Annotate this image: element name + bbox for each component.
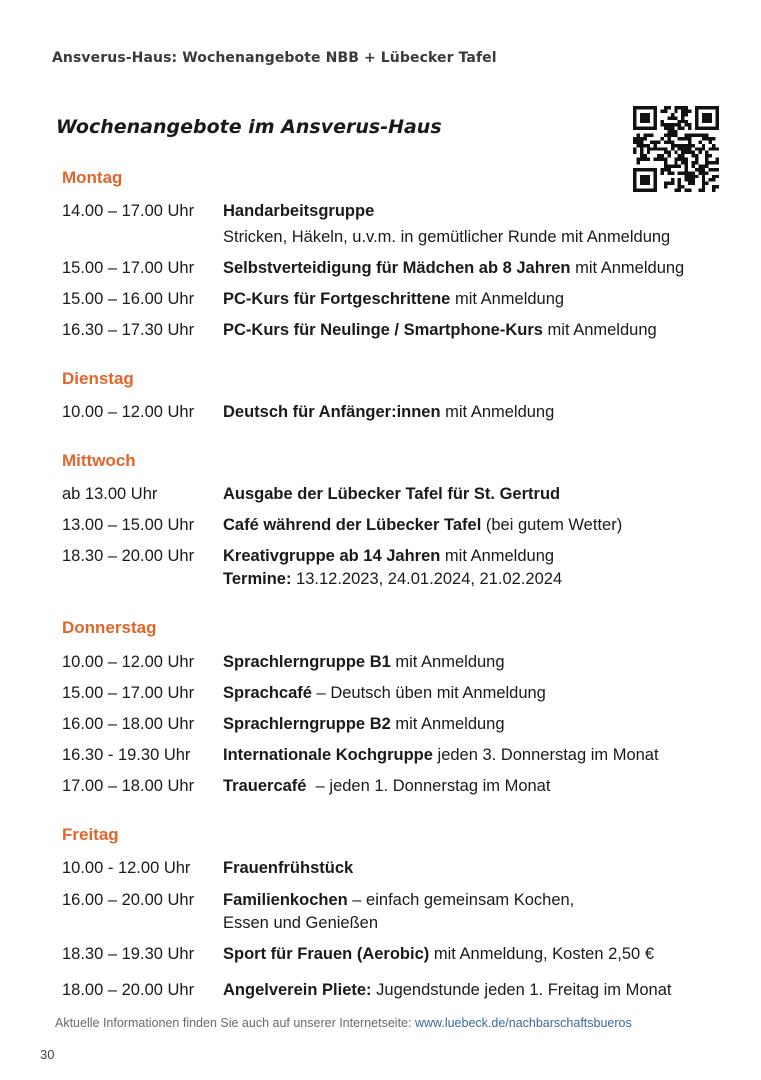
time: 16.00 – 20.00 Uhr	[62, 891, 195, 909]
activity-title: Sprachlerngruppe B2	[223, 715, 391, 733]
activity-title: Kreativgruppe ab 14 Jahren	[223, 547, 441, 565]
activity-detail: mit Anmeldung, Kosten 2,50 €	[429, 945, 654, 963]
activity-title: Handarbeitsgruppe	[223, 202, 375, 220]
time: 16.30 – 17.30 Uhr	[62, 321, 195, 339]
time: 14.00 – 17.00 Uhr	[62, 202, 195, 220]
activity-title: Café während der Lübecker Tafel	[223, 516, 482, 534]
activity	[223, 399, 554, 425]
page-title: Wochenangebote im Ansverus-Haus	[56, 116, 442, 138]
activity	[223, 481, 560, 507]
footer-text: Aktuelle Informationen finden Sie auch auf unserer Internetseite:	[55, 1016, 415, 1030]
time: 18.30 – 20.00 Uhr	[62, 547, 195, 565]
activity	[223, 941, 654, 967]
day-heading-mittwoch: Mittwoch	[62, 451, 136, 470]
website-link[interactable]: www.luebeck.de/nachbarschaftsbueros	[414, 1016, 632, 1030]
activity-title: PC-Kurs für Neulinge / Smartphone-Kurs	[223, 321, 543, 339]
termine-label: Termine:	[223, 570, 292, 588]
time: 10.00 - 12.00 Uhr	[62, 859, 191, 877]
termine-dates: 13.12.2023, 24.01.2024, 21.02.2024	[291, 570, 563, 588]
time: 15.00 – 16.00 Uhr	[62, 290, 195, 308]
activity-detail: mit Anmeldung	[570, 259, 685, 277]
activity	[223, 512, 622, 538]
activity	[223, 286, 564, 312]
activity	[223, 742, 659, 768]
activity	[223, 680, 546, 706]
time: 16.00 – 18.00 Uhr	[62, 715, 195, 733]
activity	[223, 977, 672, 1003]
day-heading-montag: Montag	[62, 168, 123, 187]
activity-title: Internationale Kochgruppe	[223, 746, 433, 764]
activity	[223, 773, 550, 799]
activity	[223, 317, 657, 343]
qr-code-icon	[633, 106, 719, 192]
activity	[223, 855, 353, 881]
activity-detail: Stricken, Häkeln, u.v.m. in gemütlicher Runde mit Anmeldung	[223, 228, 671, 246]
activity-detail: – Deutsch üben mit Anmeldung	[311, 684, 546, 702]
activity	[223, 649, 505, 675]
activity-detail: Jugendstunde jeden 1. Freitag im Monat	[371, 981, 672, 999]
time: ab 13.00 Uhr	[62, 485, 158, 503]
day-heading-freitag: Freitag	[62, 825, 119, 844]
activity-title: Deutsch für Anfänger:innen	[223, 403, 441, 421]
activity-detail: mit Anmeldung	[390, 653, 505, 671]
activity-title: Selbstverteidigung für Mädchen ab 8 Jahren	[223, 259, 571, 277]
time: 10.00 – 12.00 Uhr	[62, 403, 195, 421]
activity-title: Sprachlerngruppe B1	[223, 653, 391, 671]
activity-title: Ausgabe der Lübecker Tafel für St. Gertrud	[223, 485, 561, 503]
activity-title: Frauenfrühstück	[223, 859, 354, 877]
activity-title: PC-Kurs für Fortgeschrittene	[223, 290, 451, 308]
day-heading-dienstag: Dienstag	[62, 369, 134, 388]
activity-title: Familienkochen	[223, 891, 348, 909]
time: 18.00 – 20.00 Uhr	[62, 981, 195, 999]
activity-title: Angelverein Pliete:	[223, 981, 372, 999]
time: 18.30 – 19.30 Uhr	[62, 945, 195, 963]
page-header: Ansverus-Haus: Wochenangebote NBB + Lübecker Tafel	[52, 50, 497, 66]
activity-detail: – jeden 1. Donnerstag im Monat	[306, 777, 551, 795]
activity-title: Sprachcafé	[223, 684, 312, 702]
time: 16.30 - 19.30 Uhr	[62, 746, 191, 764]
activity-detail: Essen und Genießen	[223, 914, 379, 932]
activity	[223, 198, 374, 224]
page-number: 30	[40, 1047, 55, 1062]
activity-detail: mit Anmeldung	[542, 321, 657, 339]
activity-detail: mit Anmeldung	[450, 290, 565, 308]
activity-title: Sport für Frauen (Aerobic)	[223, 945, 430, 963]
activity	[223, 711, 505, 737]
time: 15.00 – 17.00 Uhr	[62, 259, 195, 277]
time: 10.00 – 12.00 Uhr	[62, 653, 195, 671]
activity-detail: mit Anmeldung	[440, 403, 555, 421]
activity-detail	[223, 566, 562, 592]
activity-detail: (bei gutem Wetter)	[481, 516, 623, 534]
footer-note	[55, 1016, 632, 1030]
time: 13.00 – 15.00 Uhr	[62, 516, 195, 534]
activity-detail: mit Anmeldung	[440, 547, 555, 565]
time: 15.00 – 17.00 Uhr	[62, 684, 195, 702]
activity-detail: – einfach gemeinsam Kochen,	[347, 891, 575, 909]
activity-detail: mit Anmeldung	[390, 715, 505, 733]
activity	[223, 255, 684, 281]
activity-title: Trauercafé	[223, 777, 307, 795]
day-heading-donnerstag: Donnerstag	[62, 618, 157, 637]
activity-detail: jeden 3. Donnerstag im Monat	[432, 746, 659, 764]
time: 17.00 – 18.00 Uhr	[62, 777, 195, 795]
